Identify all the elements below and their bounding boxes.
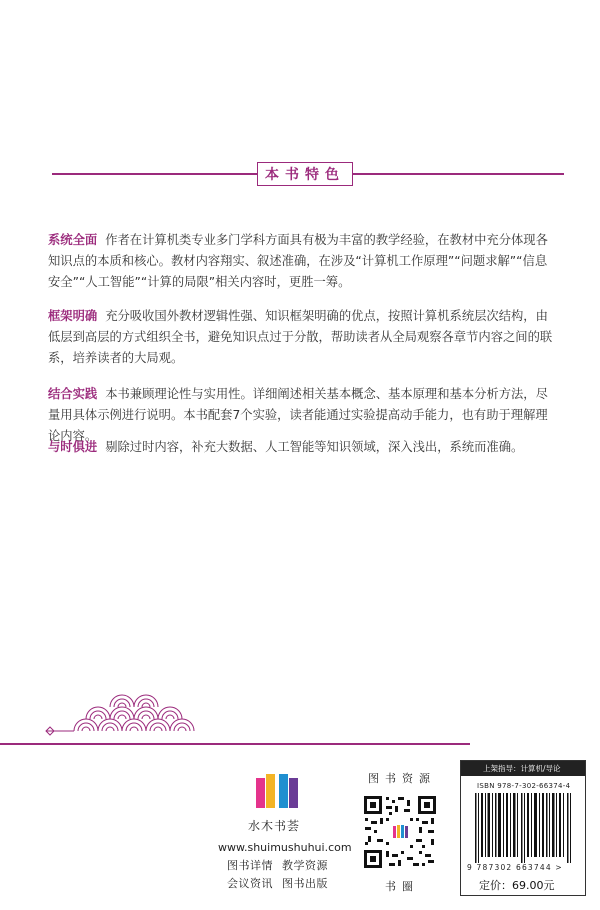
decorative-rule bbox=[0, 743, 470, 745]
publisher-website[interactable]: www.shuimushuhui.com bbox=[218, 841, 352, 854]
feature-label: 结合实践 bbox=[48, 387, 98, 401]
isbn-barcode-box bbox=[460, 760, 586, 896]
qr-code-icon[interactable] bbox=[362, 794, 438, 870]
decorative-wave-ornament bbox=[40, 693, 200, 737]
isbn-number: ISBN 978-7-302-66374-4 bbox=[477, 782, 571, 790]
link-book-publishing[interactable]: 图书出版 bbox=[282, 877, 328, 890]
link-book-details[interactable]: 图书详情 bbox=[227, 859, 273, 872]
feature-text: 剔除过时内容，补充大数据、人工智能等知识领域，深入浅出，系统而准确。 bbox=[105, 440, 524, 454]
feature-system bbox=[48, 230, 558, 293]
feature-text: 本书兼顾理论性与实用性。详细阐述相关基本概念、基本原理和基本分析方法，尽量用具体示例进行说明。本书配套7个实验，读者能通过实验提高动手能力，也有助于理解理论内容。 bbox=[48, 387, 548, 443]
publisher-logo-text: 水木书荟 bbox=[248, 819, 301, 833]
feature-text: 充分吸收国外教材逻辑性强、知识框架明确的优点，按照计算机系统层次结构，由低层到高层的方式组织全书，避免知识点过于分散，帮助读者从全局观察各章节内容之间的联系，培养读者的大局观。 bbox=[48, 309, 553, 365]
feature-label: 与时俱进 bbox=[48, 440, 98, 454]
feature-label: 系统全面 bbox=[48, 233, 98, 247]
header-rule-right bbox=[351, 173, 564, 175]
feature-text: 作者在计算机类专业多门学科方面具有极为丰富的教学经验，在教材中充分体现各知识点的本质和核心。教材内容翔实、叙述准确，在涉及“计算机工作原理”“问题求解”“信息安全”“人工智能”“计算的局限”相关内容时，更胜一筹。 bbox=[48, 233, 548, 289]
publisher-book-logo-icon bbox=[254, 772, 300, 812]
barcode-digits: 9 787302 663744 > bbox=[467, 863, 563, 872]
feature-framework bbox=[48, 306, 558, 369]
feature-label: 框架明确 bbox=[48, 309, 98, 323]
link-teaching-resources[interactable]: 教学资源 bbox=[282, 859, 328, 872]
barcode-icon bbox=[475, 793, 573, 863]
shelving-category: 上架指导：计算机/导论 bbox=[461, 761, 585, 776]
feature-modern bbox=[48, 437, 558, 458]
section-title: 本书特色 bbox=[257, 162, 353, 186]
price-label: 定价：69.00元 bbox=[479, 879, 555, 892]
resources-title: 图书资源 bbox=[368, 772, 436, 785]
qr-caption: 书圈 bbox=[385, 880, 419, 893]
link-conference-info[interactable]: 会议资讯 bbox=[227, 877, 273, 890]
header-rule-left bbox=[52, 173, 257, 175]
